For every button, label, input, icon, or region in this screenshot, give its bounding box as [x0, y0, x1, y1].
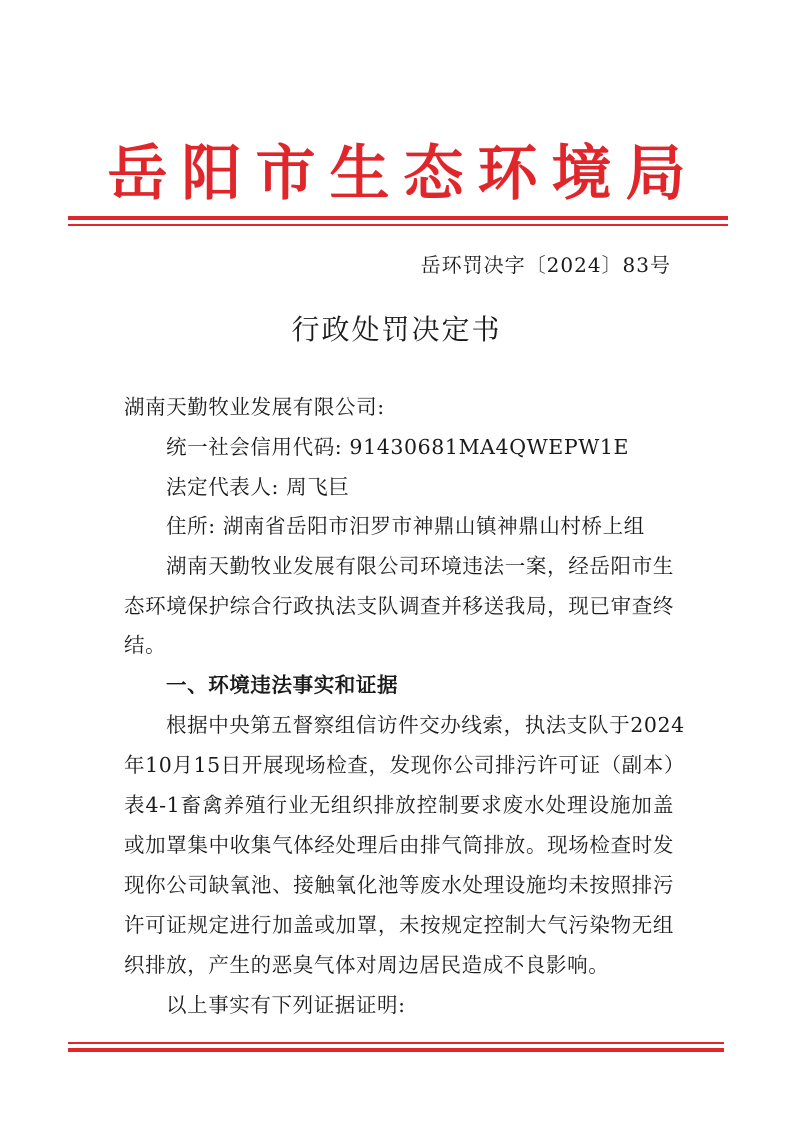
- facts-line: 许可证规定进行加盖或加罩，未按规定控制大气污染物无组: [124, 913, 674, 937]
- party-name: 湖南天勤牧业发展有限公司:: [124, 395, 385, 419]
- footer-rule-thick: [68, 1048, 724, 1052]
- address: 住所: 湖南省岳阳市汨罗市神鼎山镇神鼎山村桥上组: [166, 514, 645, 538]
- footer-rule-thin: [68, 1042, 724, 1044]
- document-title: 行政处罚决定书: [291, 313, 502, 346]
- facts-line: 根据中央第五督察组信访件交办线索，执法支队于2024: [166, 713, 685, 737]
- intro-line: 湖南天勤牧业发展有限公司环境违法一案，经岳阳市生: [166, 554, 674, 578]
- agency-letterhead: 岳阳市生态环境局: [107, 139, 700, 209]
- letterhead-rule-thick: [68, 216, 728, 220]
- facts-line: 年10月15日开展现场检查，发现你公司排污许可证（副本）: [124, 753, 685, 777]
- document-number: 岳环罚决字〔2024〕83号: [420, 253, 671, 277]
- evidence-intro: 以上事实有下列证据证明:: [166, 993, 406, 1017]
- intro-line: 态环境保护综合行政执法支队调查并移送我局，现已审查终: [124, 594, 674, 618]
- credit-code: 统一社会信用代码: 91430681MA4QWEPW1E: [166, 435, 630, 459]
- facts-line: 织排放，产生的恶臭气体对周边居民造成不良影响。: [124, 953, 610, 977]
- intro-line: 结。: [124, 633, 167, 657]
- legal-representative: 法定代表人: 周飞巨: [166, 475, 350, 499]
- letterhead-rule-thin: [68, 224, 728, 226]
- facts-line: 或加罩集中收集气体经处理后由排气筒排放。现场检查时发: [124, 833, 674, 857]
- section-heading: 一、环境违法事实和证据: [166, 673, 399, 697]
- facts-line: 表4-1畜禽养殖行业无组织排放控制要求废水处理设施加盖: [124, 793, 674, 817]
- facts-line: 现你公司缺氧池、接触氧化池等废水处理设施均未按照排污: [124, 873, 674, 897]
